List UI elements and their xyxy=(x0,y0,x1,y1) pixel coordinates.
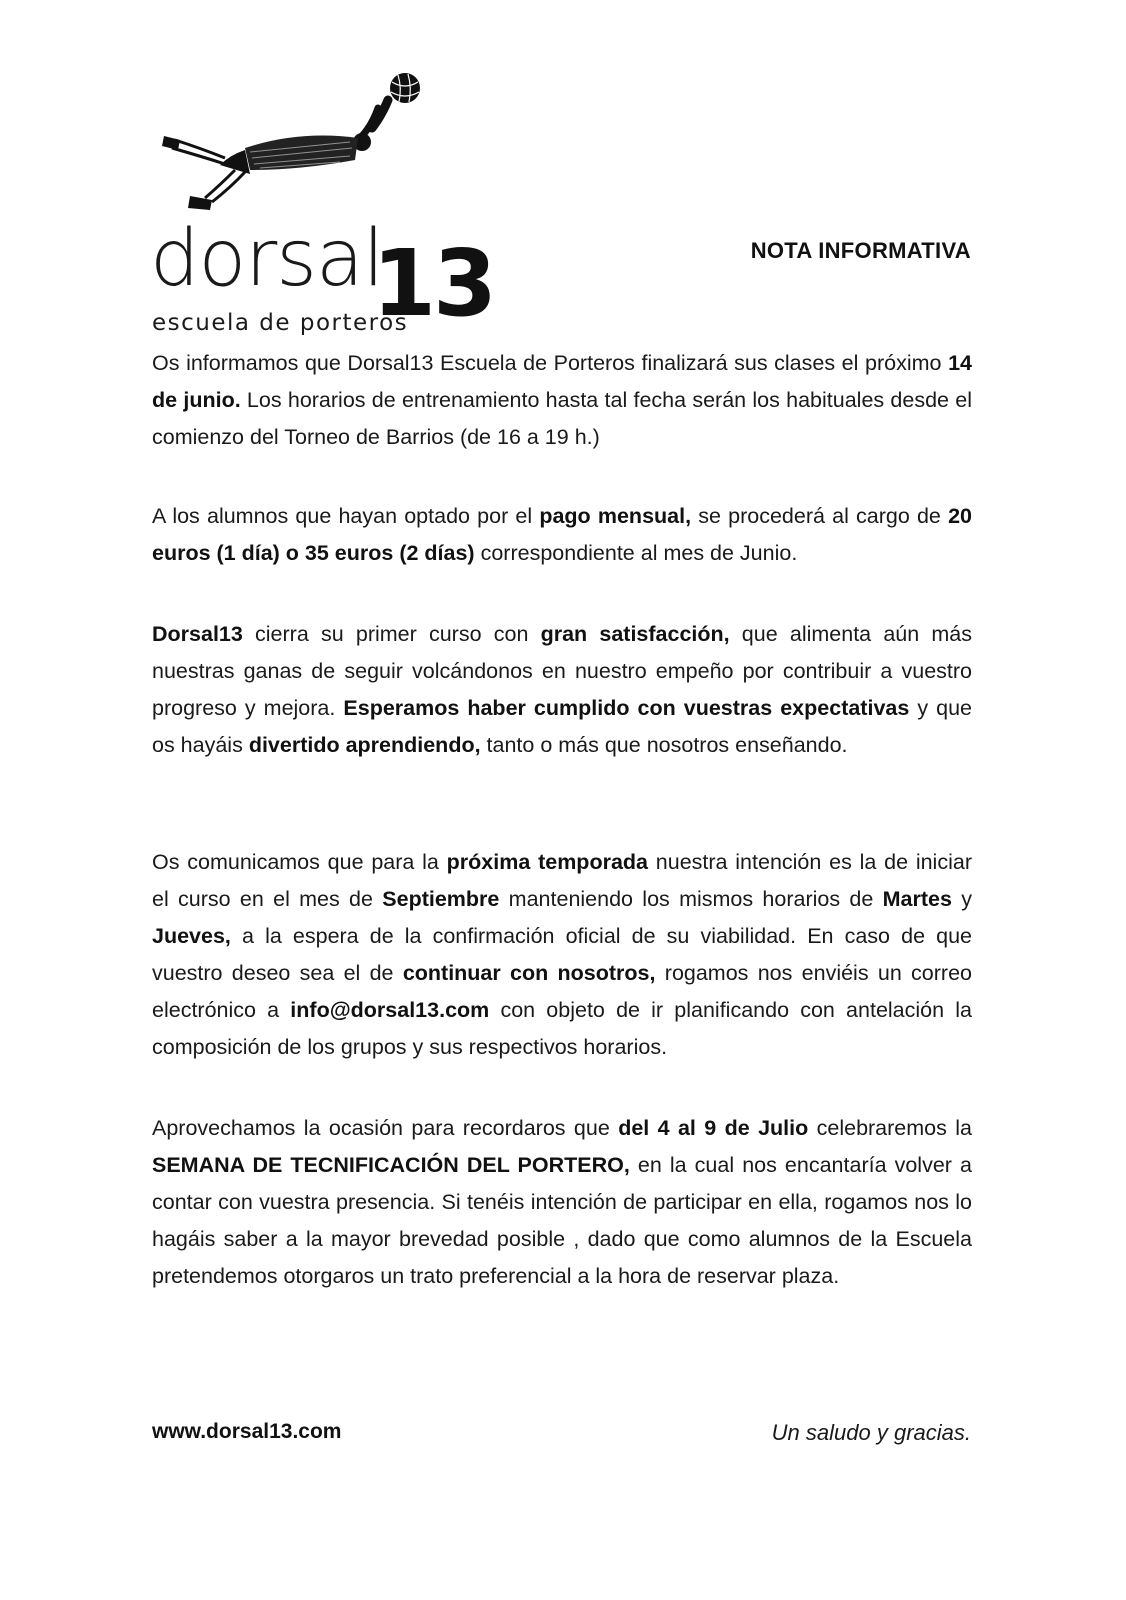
text-run: celebraremos la xyxy=(808,1116,972,1140)
text-run: nuestra intención es la de iniciar el curso en el mes de xyxy=(152,850,972,911)
bold-text: próxima temporada xyxy=(446,850,648,874)
document-title: NOTA INFORMATIVA xyxy=(750,238,971,263)
bold-text: Dorsal13 xyxy=(152,622,243,646)
bold-text: info@dorsal13.com xyxy=(290,998,490,1022)
paragraph-technification-week xyxy=(152,1110,972,1295)
bold-text: del 4 al 9 de Julio xyxy=(618,1116,809,1140)
text-run: y xyxy=(951,887,972,911)
logo xyxy=(150,70,495,337)
paragraph-monthly-payment xyxy=(152,498,972,572)
bold-text: Septiembre xyxy=(382,887,500,911)
text-run: que alimenta aún más nuestras ganas de seguir volcándonos en nuestro empeño por contribuir a vuestro progreso y mejora. xyxy=(152,622,972,720)
text-run: A los alumnos que hayan optado por el xyxy=(152,504,540,528)
paragraph-satisfaction xyxy=(152,616,972,764)
bold-text: continuar con nosotros, xyxy=(402,961,656,985)
logo-tagline: escuela de porteros xyxy=(152,310,409,336)
bold-text: divertido aprendiendo, xyxy=(248,733,481,757)
bold-text: Martes xyxy=(882,887,952,911)
paragraph-end-of-classes xyxy=(152,345,972,456)
text-run: manteniendo los mismos horarios de xyxy=(499,887,883,911)
closing-greeting: Un saludo y gracias. xyxy=(771,1420,971,1445)
text-run: Os informamos que Dorsal13 Escuela de Porteros finalizará sus clases el próximo xyxy=(152,351,949,375)
text-run: correspondiente al mes de Junio. xyxy=(474,541,798,565)
text-run: Aprovechamos la ocasión para recordaros que xyxy=(152,1116,619,1140)
bold-text: 20 euros (1 día) o 35 euros (2 días) xyxy=(152,504,972,565)
text-run: Los horarios de entrenamiento hasta tal fecha serán los habituales desde el comienzo del Torneo de Barrios (de 16 a 19 h.) xyxy=(152,388,972,449)
logo-number: 13 xyxy=(372,230,495,337)
text-run: tanto o más que nosotros enseñando. xyxy=(480,733,848,757)
text-run: y que os hayáis xyxy=(152,696,972,757)
bold-text: pago mensual, xyxy=(539,504,692,528)
website-link[interactable]: www.dorsal13.com xyxy=(152,1420,342,1443)
logo-wordmark: dorsal xyxy=(150,214,384,304)
text-run: Os comunicamos que para la xyxy=(152,850,447,874)
bold-text: gran satisfacción, xyxy=(540,622,730,646)
goalkeeper-diving-icon xyxy=(150,70,450,220)
text-run: rogamos nos enviéis un correo electrónico a xyxy=(152,961,972,1022)
text-run: con objeto de ir planificando con antelación la composición de los grupos y sus respectivos horarios. xyxy=(152,998,972,1059)
bold-text: Jueves, xyxy=(152,924,231,948)
text-run: a la espera de la confirmación oficial de su viabilidad. En caso de que vuestro deseo sea el de xyxy=(152,924,972,985)
text-run: en la cual nos encantaría volver a contar con vuestra presencia. Si tenéis intención de participar en ella, rogamos nos lo hagáis saber a la mayor brevedad posible , dado que como alumnos de la Escuela pretendemos otorgaros un trato preferencial a la hora de reservar plaza. xyxy=(152,1153,972,1288)
letter-body xyxy=(152,345,972,1295)
paragraph-next-season xyxy=(152,844,972,1066)
text-run: se procederá al cargo de xyxy=(691,504,949,528)
text-run: cierra su primer curso con xyxy=(242,622,541,646)
bold-text: Esperamos haber cumplido con vuestras expectativas xyxy=(343,696,910,720)
bold-text: 14 de junio. xyxy=(152,351,972,412)
bold-text: SEMANA DE TECNIFICACIÓN DEL PORTERO, xyxy=(152,1153,630,1177)
